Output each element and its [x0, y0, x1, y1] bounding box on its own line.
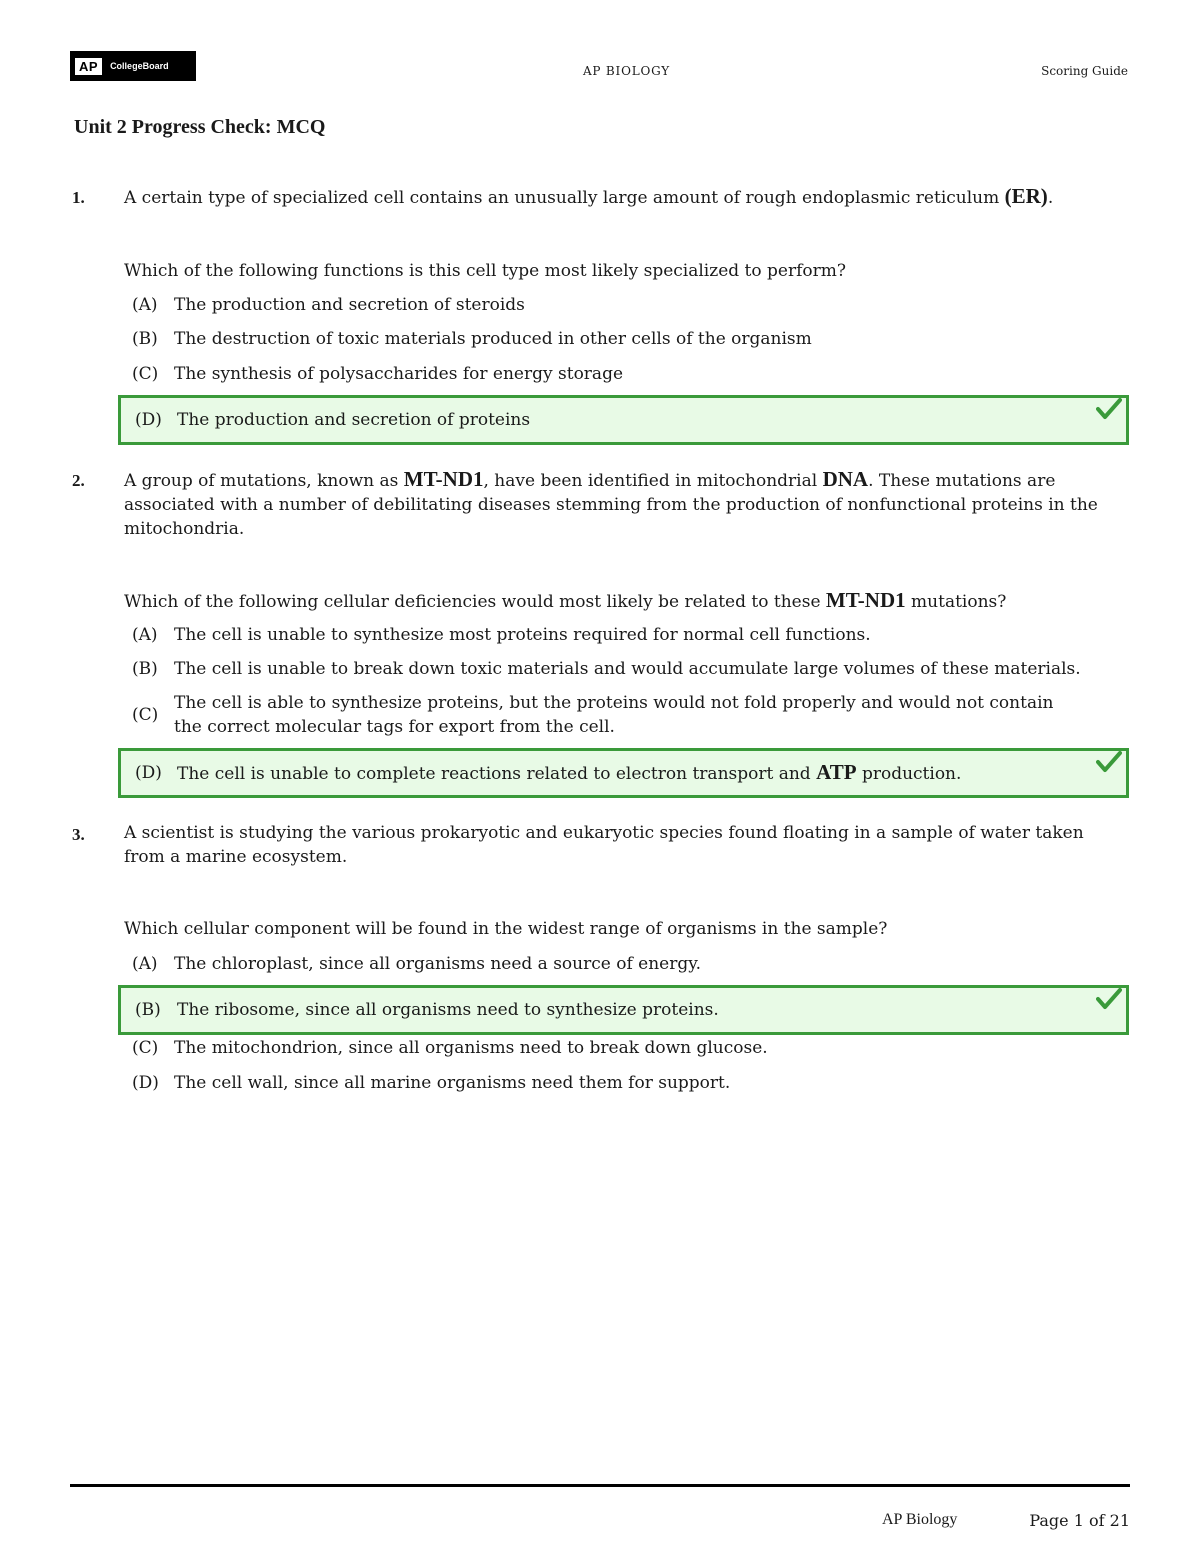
question-1-stem-text: A certain type of specialized cell contains an unusually large amount of rough endoplasmic reticulum — [124, 188, 1005, 208]
choice-text: The mitochondrion, since all organisms need to break down glucose. — [174, 1038, 768, 1058]
correct-check-icon — [1096, 398, 1122, 420]
page-title: Unit 2 Progress Check: MCQ — [74, 116, 326, 138]
choice-term-atp: ATP — [816, 760, 857, 784]
choice-label: (D) — [135, 763, 162, 783]
question-1-choice-d-correct[interactable] — [118, 395, 1129, 445]
question-2-choice-b[interactable] — [118, 657, 1129, 681]
question-2-stem-text-mid: , have been identified in mitochondrial — [483, 471, 823, 491]
question-2-stem-term-mtnd1: MT-ND1 — [403, 467, 484, 491]
choice-text-end: production. — [856, 764, 962, 784]
question-1-stem-term-er: (ER) — [1004, 184, 1048, 208]
header-subject: AP BIOLOGY — [582, 64, 671, 78]
question-2-stem — [124, 467, 1129, 541]
question-1-choice-a[interactable] — [118, 293, 1129, 317]
question-2-choice-c[interactable] — [118, 691, 1078, 739]
question-2-number: 2. — [72, 471, 85, 490]
choice-label: (C) — [132, 1038, 159, 1058]
correct-check-icon — [1096, 751, 1122, 773]
choice-text-start: The cell is unable to complete reactions related to electron transport and — [177, 764, 817, 784]
question-3-choice-d[interactable] — [118, 1071, 1129, 1095]
correct-check-icon — [1096, 988, 1122, 1010]
question-1-prompt: Which of the following functions is this cell type most likely specialized to perform? — [124, 261, 846, 281]
question-3-prompt: Which cellular component will be found in the widest range of organisms in the sample? — [124, 919, 888, 939]
choice-text: The chloroplast, since all organisms need a source of energy. — [174, 954, 701, 974]
question-3-stem: A scientist is studying the various prokaryotic and eukaryotic species found floating in a sample of water taken from a marine ecosystem. — [124, 823, 1084, 867]
question-3-choice-b-correct[interactable] — [118, 985, 1129, 1035]
question-1-stem — [124, 184, 1129, 210]
question-3-choice-a[interactable] — [118, 952, 1129, 976]
choice-label: (A) — [132, 295, 158, 315]
choice-label: (B) — [132, 659, 158, 679]
choice-text: The destruction of toxic materials produced in other cells of the organism — [174, 329, 812, 349]
choice-text: The cell is unable to synthesize most proteins required for normal cell functions. — [174, 625, 871, 645]
question-2-choice-a[interactable] — [118, 623, 1129, 647]
question-3-choice-c[interactable] — [118, 1036, 1129, 1060]
question-2-choice-d-correct[interactable] — [118, 748, 1129, 798]
question-1-choice-b[interactable] — [118, 327, 1129, 351]
choice-label: (B) — [135, 1000, 161, 1020]
question-2-stem-text-end: . These mutations are associated with a number of debilitating diseases stemming from the production of nonfunctional proteins in the mitochondria. — [124, 471, 1098, 539]
question-2-prompt-end: mutations? — [905, 592, 1007, 612]
choice-text: The synthesis of polysaccharides for energy storage — [174, 364, 624, 384]
logo-ap-mark: AP — [75, 58, 102, 75]
question-1-stem-end: . — [1047, 188, 1054, 208]
choice-label: (A) — [132, 625, 158, 645]
logo-collegeboard-text: CollegeBoard — [110, 61, 169, 71]
choice-text: The production and secretion of proteins — [177, 410, 531, 430]
question-2-stem-term-dna: DNA — [822, 467, 869, 491]
question-3-number: 3. — [72, 825, 85, 844]
choice-label: (A) — [132, 954, 158, 974]
footer-page-number: Page 1 of 21 — [1029, 1511, 1130, 1530]
choice-text: The cell is able to synthesize proteins, but the proteins would not fold properly and would not contain the correct molecular tags for export from the cell. — [174, 693, 1054, 737]
question-2-stem-text: A group of mutations, known as — [124, 471, 404, 491]
footer-course: AP Biology — [882, 1511, 958, 1528]
footer-divider — [70, 1484, 1130, 1487]
question-1-number: 1. — [72, 188, 85, 207]
choice-label: (D) — [132, 1073, 159, 1093]
choice-text: The cell wall, since all marine organisms need them for support. — [174, 1073, 731, 1093]
choice-text — [177, 760, 1126, 786]
choice-label: (D) — [135, 410, 162, 430]
question-2-prompt — [124, 588, 1129, 614]
choice-text: The ribosome, since all organisms need to synthesize proteins. — [177, 1000, 719, 1020]
choice-label: (C) — [132, 364, 159, 384]
choice-text: The production and secretion of steroids — [174, 295, 525, 315]
choice-text: The cell is unable to break down toxic materials and would accumulate large volumes of these materials. — [174, 659, 1081, 679]
header-guide-label: Scoring Guide — [1041, 64, 1128, 78]
choice-label: (C) — [132, 705, 159, 725]
question-2-prompt-text: Which of the following cellular deficiencies would most likely be related to these — [124, 592, 826, 612]
question-2-prompt-term: MT-ND1 — [825, 588, 906, 612]
choice-label: (B) — [132, 329, 158, 349]
question-1-choice-c[interactable] — [118, 362, 1129, 386]
